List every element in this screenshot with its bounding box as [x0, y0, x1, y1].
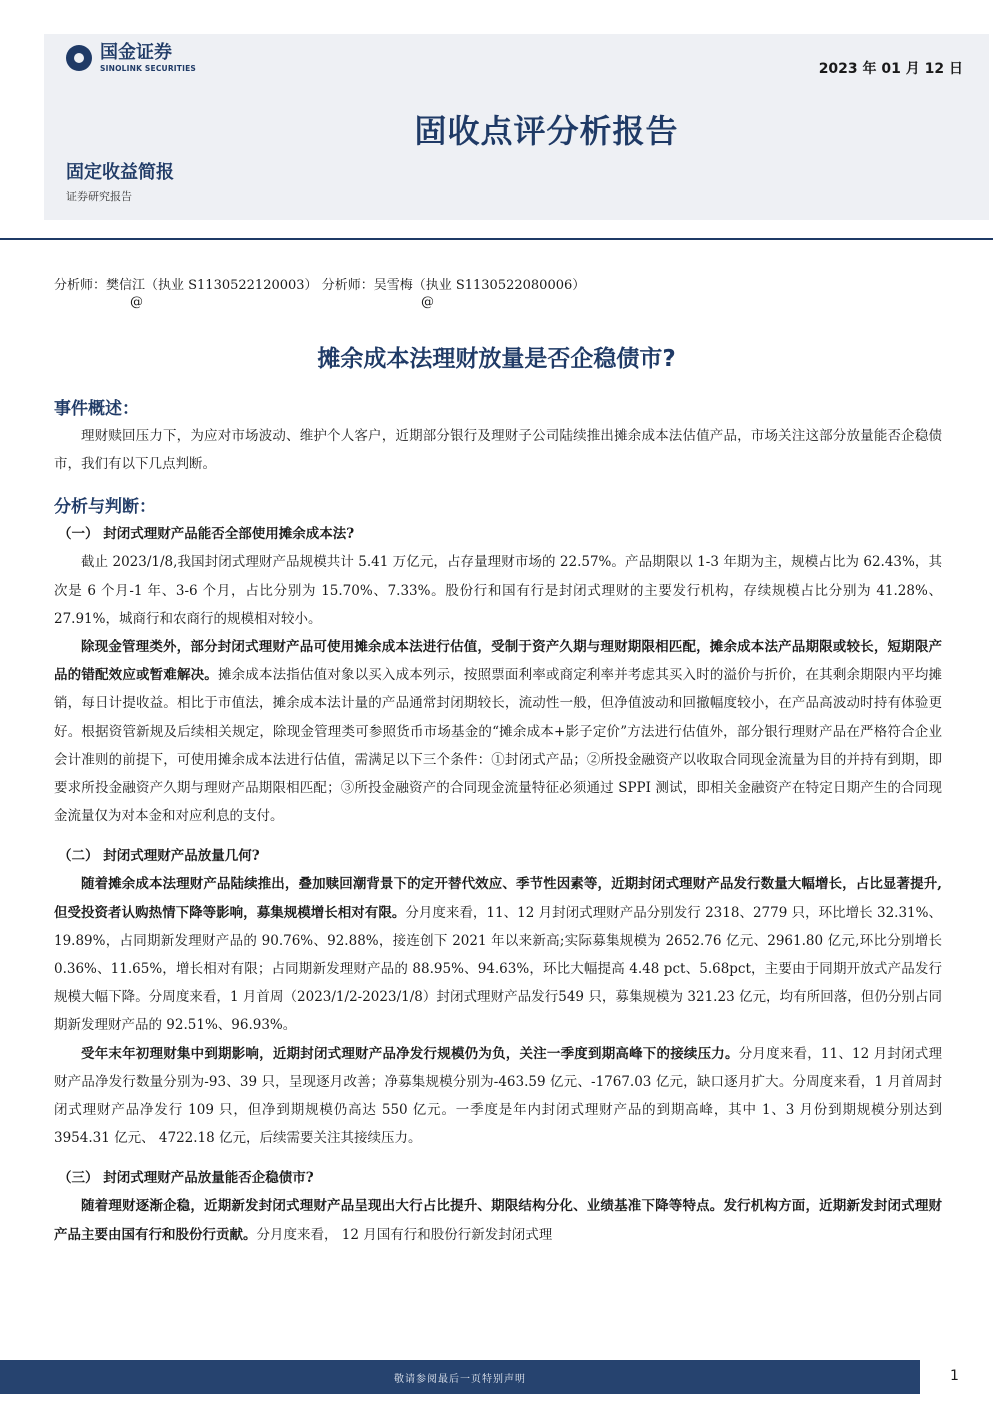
section-1-paragraph-1: 截止 2023/1/8,我国封闭式理财产品规模共计 5.41 万亿元，占存量理财市场的 22.57%。产品期限以 1-3 年期为主，规模占比为 62.43%，其次是 6 个月-1 年、3-6 个月，占比分别为 15.70%、7.33%。股份行和国有行是封闭式理财的主要发行机构，存续规模占比分别为 41.28%、27.91%，城商行和农商行的规模相对较小。: [54, 554, 942, 627]
section-1-paragraph-2-body: 摊余成本法指估值对象以买入成本列示，按照票面利率或商定利率并考虑其买入时的溢价与折价，在其剩余期限内平均摊销，每日计提收益。相比于市值法，摊余成本法计量的产品通常封闭期较长，流动性一般，但净值波动和回撤幅度较小，在产品高波动时持有体验更好。根据资管新规及后续相关规定，除现金管理类可参照货币市场基金的“摊余成本+影子定价”方法进行估值外，部分银行理财产品在严格符合企业会计准则的前提下，可使用摊余成本法进行估值，需满足以下三个条件：①封闭式产品；②所投金融资产以收取合同现金流量为目的并持有到期，即要求所投金融资产久期与理财产品期限相匹配；③所投金融资产的合同现金流量特征必须通过 SPPI 测试，即相关金融资产在特定日期产生的合同现金流量仅为对本金和对应利息的支付。: [54, 667, 942, 825]
report-type-title: 固收点评分析报告: [414, 112, 679, 150]
analyst-email-1[interactable]: @: [130, 295, 143, 310]
analyst-line: 分析师：樊信江（执业 S1130522120003） 分析师：吴雪梅（执业 S1130522080006）: [54, 278, 586, 293]
logo-icon: [66, 45, 92, 71]
section-2-paragraph-1-body: 分月度来看，11、12 月封闭式理财产品分别发行 2318、2779 只，环比增长 32.31%、19.89%，占同期新发理财产品的 90.76%、92.88%，接连创下 2021 年以来新高;实际募集规模为 2652.76 亿元、2961.80 亿元,环比分别增长 0.36%、11.65%，增长相对有限；占同期新发理财产品的 88.95%、94.63%，环比大幅提高 4.48 pct、5.68pct，主要由于同期开放式产品发行规模大幅下降。分周度来看，1 月首周（2023/1/2-2023/1/8）封闭式理财产品发行549 只，募集规模为 321.23 亿元，均有所回落，但仍分别占同期新发理财产品的 92.51%、96.93%。: [54, 904, 942, 1034]
overview-heading: 事件概述：: [54, 399, 139, 419]
report-body: [54, 396, 942, 1249]
header-divider: [0, 238, 993, 240]
report-series: 固定收益简报: [66, 162, 174, 183]
section-2-paragraph-2-body: 分月度来看，11、12 月封闭式理财产品净发行数量分别为-93、39 只，呈现逐月改善；净募集规模分别为-463.59 亿元、-1767.03 亿元，缺口逐月扩大。分周度来看，1 月首周封闭式理财产品净发行 109 只，但净到期规模仍高达 550 亿元。一季度是年内封闭式理财产品的到期高峰，其中 1、3 月份到期规模分别达到 3954.31 亿元、 4722.18 亿元，后续需要关注其接续压力。: [54, 1045, 942, 1147]
report-date: 2023 年 01 月 12 日: [818, 61, 963, 77]
page-number: 1: [950, 1368, 959, 1384]
footer-disclaimer[interactable]: 敬请参阅最后一页特别声明: [394, 1374, 526, 1385]
section-3-paragraph-1: [54, 1192, 942, 1248]
section-2-paragraph-2-lead: 受年末年初理财集中到期影响，近期封闭式理财产品净发行规模仍为负，关注一季度到期高峰下的接续压力。: [81, 1045, 739, 1062]
section-3-paragraph-1-lead: 随着理财逐渐企稳，近期新发封闭式理财产品呈现出大行占比提升、期限结构分化、业绩基准下降等特点。发行机构方面，近期新发封闭式理财产品主要由国有行和股份行贡献。: [54, 1198, 942, 1243]
overview-paragraph: 理财赎回压力下，为应对市场波动、维护个人客户，近期部分银行及理财子公司陆续推出摊余成本法估值产品，市场关注这部分放量能否企稳债市，我们有以下几点判断。: [54, 428, 942, 473]
section-3-heading: （三） 封闭式理财产品放量能否企稳债市?: [58, 1170, 314, 1187]
section-3-paragraph-1-body: 分月度来看， 12 月国有行和股份行新发封闭式理: [256, 1226, 553, 1243]
logo-name-en: SINOLINK SECURITIES: [100, 64, 197, 73]
section-2-paragraph-1-lead: 随着摊余成本法理财产品陆续推出，叠加赎回潮背景下的定开替代效应、季节性因素等，近期封闭式理财产品发行数量大幅增长，占比显著提升,但受投资者认购热情下降等影响，募集规模增长相对有限。: [54, 876, 942, 921]
analyst-email-2[interactable]: @: [421, 295, 434, 310]
company-logo: [66, 44, 196, 73]
section-2-heading: （二） 封闭式理财产品放量几何?: [58, 848, 260, 865]
section-1-heading: （一） 封闭式理财产品能否全部使用摊余成本法?: [58, 526, 355, 543]
document-title: 摊余成本法理财放量是否企稳债市?: [317, 346, 676, 372]
section-1-paragraph-2-lead: 除现金管理类外，部分封闭式理财产品可使用摊余成本法进行估值，受制于资产久期与理财期限相匹配，摊余成本法产品期限或较长，短期限产品的错配效应或暂难解决。: [54, 639, 942, 684]
section-2-paragraph-1: [54, 870, 942, 1039]
analysis-heading: 分析与判断：: [54, 497, 156, 518]
report-subseries: 证券研究报告: [66, 190, 132, 203]
section-1-paragraph-2: [54, 633, 942, 830]
logo-name-cn: 国金证券: [100, 42, 172, 63]
section-2-paragraph-2: [54, 1040, 942, 1153]
